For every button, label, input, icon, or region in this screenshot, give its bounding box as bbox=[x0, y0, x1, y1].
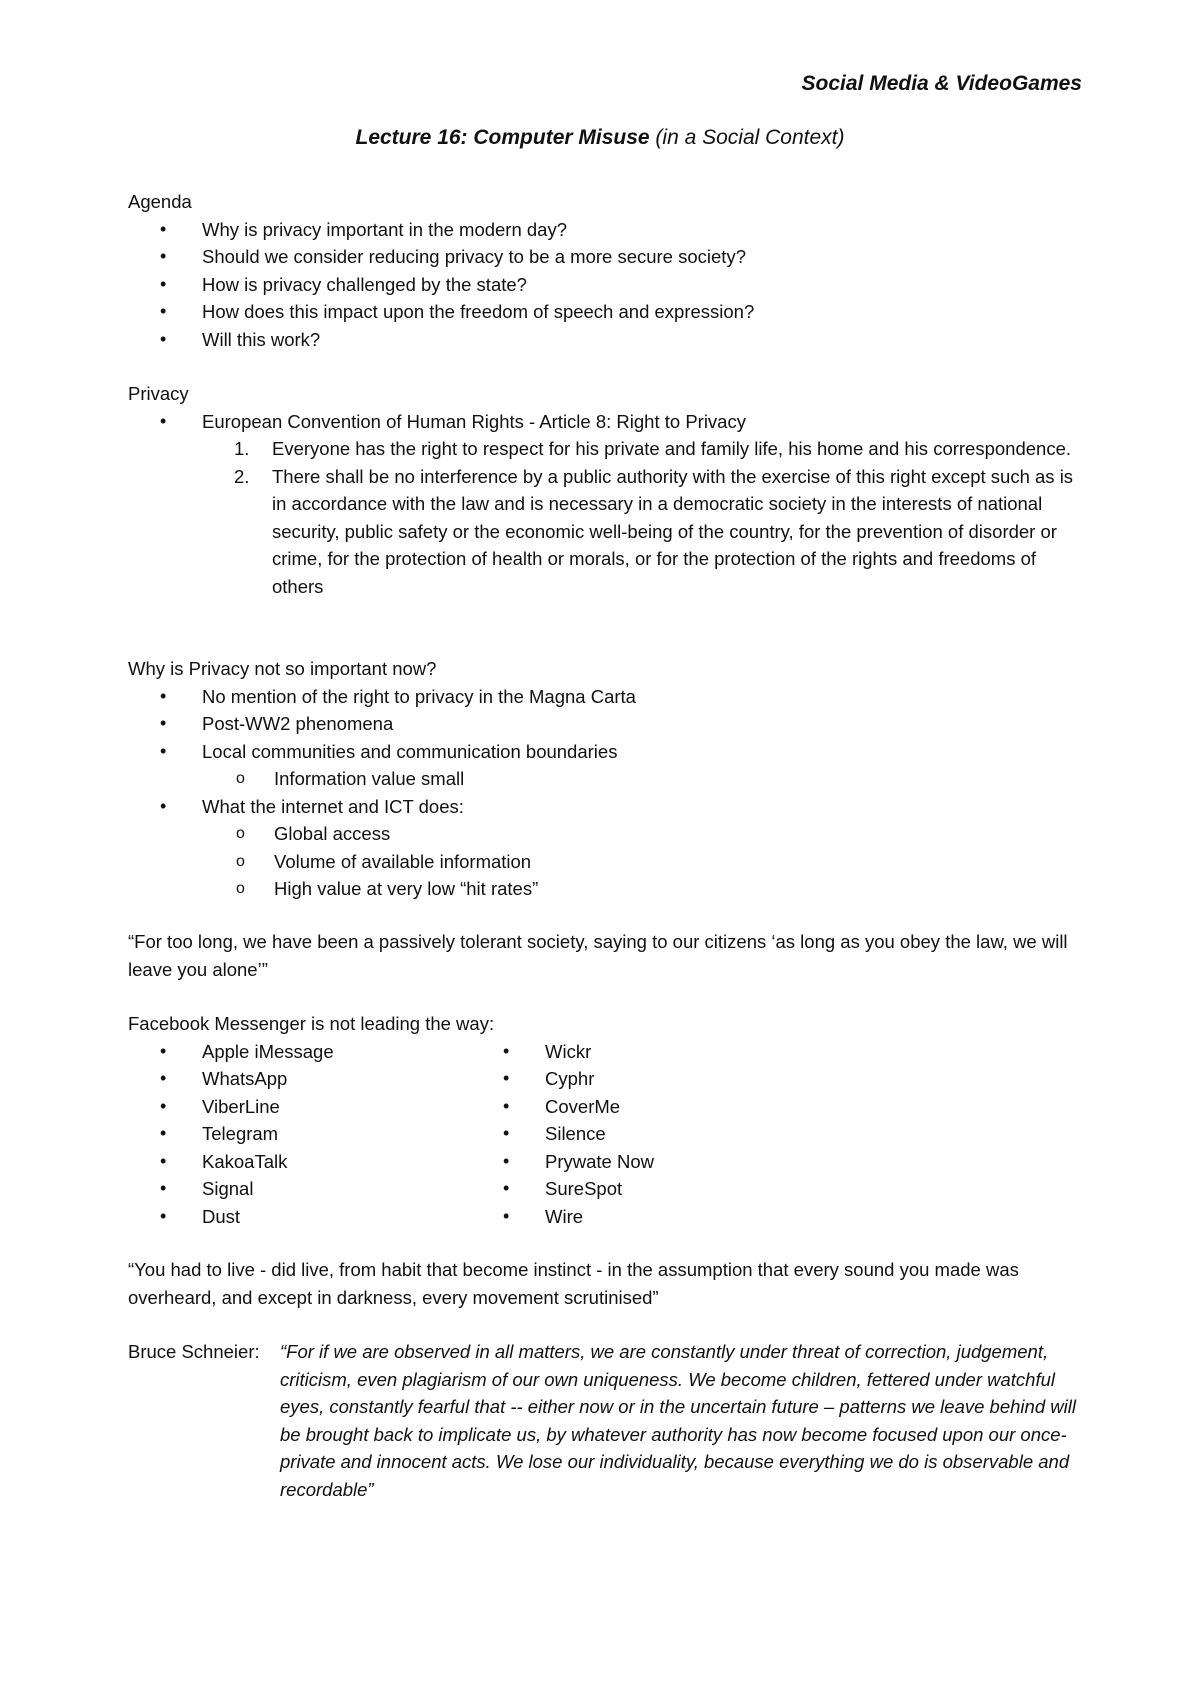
list-item: • European Convention of Human Rights - Article 8: Right to Privacy bbox=[128, 408, 1088, 436]
quote-tolerant-society bbox=[128, 928, 1088, 983]
privacy-list bbox=[128, 408, 1088, 436]
quote-author: Bruce Schneier: bbox=[128, 1341, 260, 1362]
privacy-section bbox=[128, 380, 1088, 600]
list-item: • Prywate Now bbox=[471, 1148, 814, 1176]
quote-overheard bbox=[128, 1256, 1088, 1311]
list-item: • Silence bbox=[471, 1120, 814, 1148]
sub-list-item: o Volume of available information bbox=[128, 848, 1088, 876]
item-text: There shall be no interference by a public authority with the exercise of this right except such as is in accordance with the law and is necessary in a democratic society in the interests of national security, public safety or the economic well-being of the country, for the prevention of disorder or crime, for the protection of health or morals, or for the protection of the rights and freedoms of others bbox=[272, 465, 1074, 597]
list-item: • SureSpot bbox=[471, 1175, 814, 1203]
list-item: • CoverMe bbox=[471, 1093, 814, 1121]
quote-text: “For if we are observed in all matters, we are constantly under threat of correction, judgement, criticism, even plagiarism of our own uniqueness. We become children, fettered under watchful eyes, constantly fearful that -- either now or in the uncertain future – patterns we leave behind will be brought back to implicate us, by whatever authority has now become focused upon our once-private and innocent acts. We lose our individuality, because everything we do is observable and recordable” bbox=[280, 1341, 1076, 1500]
numbered-item bbox=[128, 435, 1088, 463]
list-item: • What the internet and ICT does: bbox=[128, 793, 1088, 821]
list-item: • ViberLine bbox=[128, 1093, 471, 1121]
messengers-columns bbox=[128, 1038, 1088, 1231]
agenda-section bbox=[128, 188, 1088, 353]
item-text: Everyone has the right to respect for his private and family life, his home and his correspondence. bbox=[272, 438, 1072, 459]
list-item: • Why is privacy important in the modern day? bbox=[128, 216, 1088, 244]
why-not-heading: Why is Privacy not so important now? bbox=[128, 658, 437, 679]
list-item: • WhatsApp bbox=[128, 1065, 471, 1093]
list-item: • Cyphr bbox=[471, 1065, 814, 1093]
item-number: 1. bbox=[234, 438, 250, 459]
messengers-left-list bbox=[128, 1038, 471, 1231]
list-item: • KakoaTalk bbox=[128, 1148, 471, 1176]
article-8-clauses bbox=[128, 435, 1088, 600]
sub-list-item: o High value at very low “hit rates” bbox=[128, 875, 1088, 903]
messengers-right-list bbox=[471, 1038, 814, 1231]
lecture-title-main: Lecture 16: Computer Misuse bbox=[355, 126, 650, 149]
list-item: • Post-WW2 phenomena bbox=[128, 710, 1088, 738]
list-item: • Should we consider reducing privacy to be a more secure society? bbox=[128, 243, 1088, 271]
messengers-section bbox=[128, 1010, 1088, 1230]
list-item: • Will this work? bbox=[128, 326, 1088, 354]
list-item: • Local communities and communication boundaries bbox=[128, 738, 1088, 766]
quote-text: “You had to live - did live, from habit that become instinct - in the assumption that every sound you made was overheard, and except in darkness, every movement scrutinised” bbox=[128, 1259, 1019, 1308]
running-header: Social Media & VideoGames bbox=[801, 72, 1082, 95]
numbered-item bbox=[128, 463, 1088, 601]
item-number: 2. bbox=[234, 465, 250, 487]
schneier-quote bbox=[128, 1338, 1088, 1503]
list-item: • Dust bbox=[128, 1203, 471, 1231]
why-not-section bbox=[128, 655, 1088, 903]
agenda-list bbox=[128, 216, 1088, 354]
list-item: • No mention of the right to privacy in the Magna Carta bbox=[128, 683, 1088, 711]
quote-text: “For too long, we have been a passively tolerant society, saying to our citizens ‘as long as you obey the law, we will leave you alone’” bbox=[128, 931, 1068, 980]
sub-list-item: o Information value small bbox=[128, 765, 1088, 793]
privacy-heading: Privacy bbox=[128, 383, 189, 404]
list-item: • Apple iMessage bbox=[128, 1038, 471, 1066]
why-not-list bbox=[128, 683, 1088, 903]
list-item: • How does this impact upon the freedom of speech and expression? bbox=[128, 298, 1088, 326]
list-item: • Signal bbox=[128, 1175, 471, 1203]
agenda-heading: Agenda bbox=[128, 191, 192, 212]
lecture-title bbox=[0, 126, 1200, 150]
list-item: • Wire bbox=[471, 1203, 814, 1231]
list-item: • Wickr bbox=[471, 1038, 814, 1066]
sub-list-item: o Global access bbox=[128, 820, 1088, 848]
list-item: • Telegram bbox=[128, 1120, 471, 1148]
schneier-quote-row bbox=[128, 1338, 1088, 1503]
list-item: • How is privacy challenged by the state? bbox=[128, 271, 1088, 299]
messengers-heading: Facebook Messenger is not leading the way: bbox=[128, 1013, 495, 1034]
lecture-title-subtitle: (in a Social Context) bbox=[649, 126, 845, 149]
